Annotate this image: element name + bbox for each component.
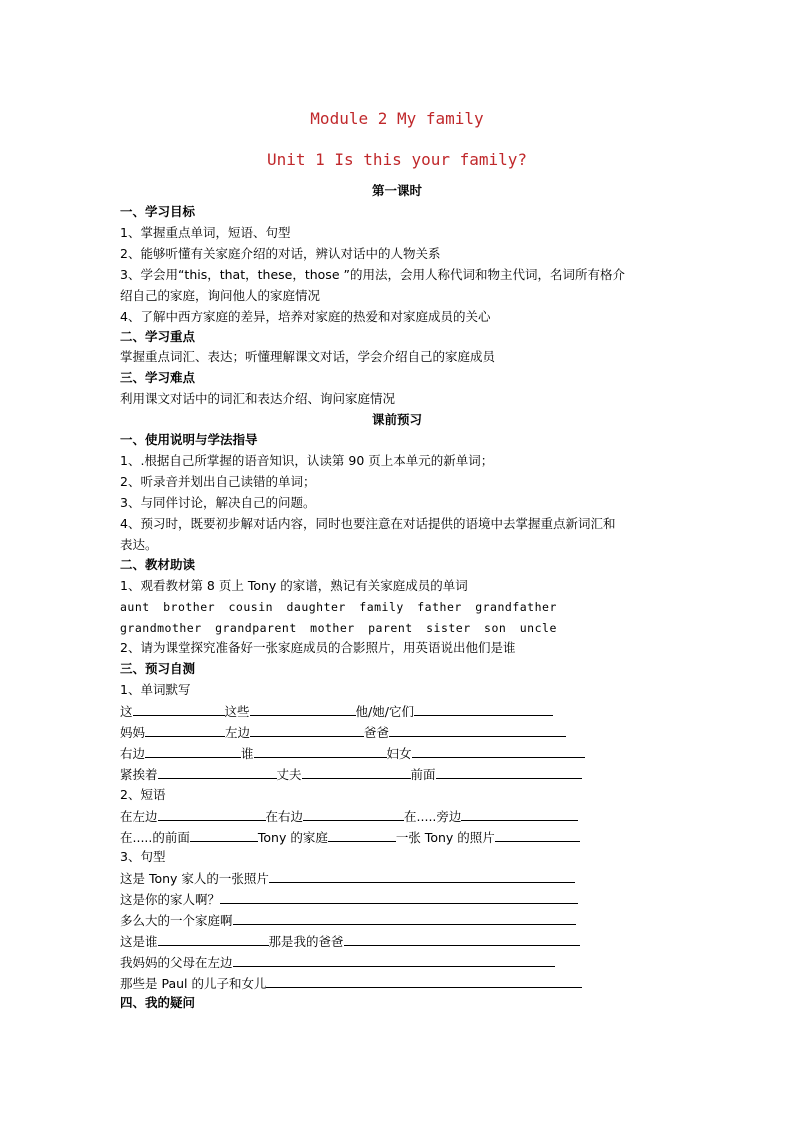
section-heading-difficulty: 三、学习难点 [120,370,196,385]
answer-blank[interactable] [145,744,241,758]
phrase-label: 在右边 [265,809,304,824]
vocab-label: 妈妈 [120,725,146,740]
answer-blank[interactable] [412,744,585,758]
section-heading-focus: 二、学习重点 [120,329,196,344]
word-list-line: grandmother grandparent mother parent sister son uncle [120,621,557,635]
sentence-label: 多么大的一个家庭啊 [120,913,233,928]
textbook-item: 2、请为课堂探究准备好一张家庭成员的合影照片，用英语说出他们是谁 [120,640,516,655]
sentence-label: 这是谁 [120,934,158,949]
unit-title: Unit 1 Is this your family? [266,150,528,169]
sentence-label: 这是 Tony 家人的一张照片 [120,871,269,886]
sentence-row [120,869,575,888]
answer-blank[interactable] [389,723,566,737]
difficulty-text: 利用课文对话中的词汇和表达介绍、询问家庭情况 [120,391,396,406]
vocab-label: 这些 [224,704,250,719]
answer-blank[interactable] [158,765,277,779]
vocab-row [120,723,566,742]
goal-item: 1、掌握重点单词，短语、句型 [120,225,291,240]
vocab-label: 他/她/它们 [355,704,414,719]
answer-blank[interactable] [250,702,356,716]
answer-blank[interactable] [254,744,387,758]
sentence-row [120,890,578,909]
vocab-label: 右边 [120,746,146,761]
lesson-title: 第一课时 [371,183,422,198]
vocab-heading: 1、单词默写 [120,682,191,697]
vocab-label: 前面 [410,767,436,782]
answer-blank[interactable] [266,974,582,988]
vocab-label: 丈夫 [276,767,302,782]
preview-title: 课前预习 [371,412,422,427]
answer-blank[interactable] [158,932,269,946]
goal-item: 2、能够听懂有关家庭介绍的对话，辨认对话中的人物关系 [120,246,441,261]
sentence-heading: 3、句型 [120,849,166,864]
goal-item: 4、了解中西方家庭的差异，培养对家庭的热爱和对家庭成员的关心 [120,309,491,324]
answer-blank[interactable] [190,828,258,842]
phrase-label: 在.....旁边 [404,809,462,824]
vocab-label: 爸爸 [364,725,390,740]
phrase-label: 一张 Tony 的照片 [395,830,495,845]
goal-item: 3、学会用“this，that，these，those ”的用法，会用人称代词和物主代词，名词所有格介 [120,267,625,282]
sentence-label: 我妈妈的父母在左边 [120,955,233,970]
answer-blank[interactable] [303,807,404,821]
sentence-label: 那是我的爸爸 [268,934,344,949]
answer-blank[interactable] [220,890,578,904]
phrase-heading: 2、短语 [120,787,166,802]
phrase-row [120,807,578,826]
answer-blank[interactable] [495,828,580,842]
vocab-row [120,744,585,763]
guide-item: 3、与同伴讨论，解决自己的问题。 [120,495,316,510]
vocab-label: 这 [120,704,133,719]
answer-blank[interactable] [344,932,580,946]
answer-blank[interactable] [436,765,582,779]
vocab-label: 左边 [225,725,251,740]
word-list-line: aunt brother cousin daughter family father grandfather [120,600,557,614]
section-heading-questions: 四、我的疑问 [120,995,196,1010]
sentence-row [120,974,582,993]
section-heading-goals: 一、学习目标 [120,204,196,219]
answer-blank[interactable] [461,807,578,821]
answer-blank[interactable] [133,702,225,716]
answer-blank[interactable] [233,911,576,925]
vocab-row [120,765,582,784]
answer-blank[interactable] [250,723,364,737]
guide-item: 1、.根据自己所掌握的语音知识，认读第 90 页上本单元的新单词； [120,453,494,468]
section-heading-textbook: 二、教材助读 [120,557,196,572]
sentence-row [120,932,580,951]
answer-blank[interactable] [145,723,225,737]
sentence-row [120,911,576,930]
section-heading-selftest: 三、预习自测 [120,661,196,676]
guide-item: 2、听录音并划出自己读错的单词； [120,474,316,489]
guide-item: 表达。 [120,537,158,552]
answer-blank[interactable] [233,953,555,967]
guide-item: 4、预习时，既要初步解对话内容，同时也要注意在对话提供的语境中去掌握重点新词汇和 [120,516,616,531]
vocab-row [120,702,553,721]
phrase-label: Tony 的家庭 [257,830,328,845]
textbook-item: 1、观看教材第 8 页上 Tony 的家谱，熟记有关家庭成员的单词 [120,578,468,593]
sentence-label: 这是你的家人啊？ [120,892,221,907]
goal-item: 绍自己的家庭，询问他人的家庭情况 [120,288,321,303]
sentence-label: 那些是 Paul 的儿子和女儿 [120,976,267,991]
answer-blank[interactable] [328,828,396,842]
answer-blank[interactable] [158,807,266,821]
answer-blank[interactable] [302,765,411,779]
vocab-label: 谁 [241,746,254,761]
answer-blank[interactable] [269,869,575,883]
module-title: Module 2 My family [310,109,484,128]
vocab-label: 紧挨着 [120,767,158,782]
answer-blank[interactable] [414,702,553,716]
focus-text: 掌握重点词汇、表达；听懂理解课文对话，学会介绍自己的家庭成员 [120,349,496,364]
phrase-label: 在左边 [120,809,158,824]
sentence-row [120,953,555,972]
vocab-label: 妇女 [386,746,412,761]
phrase-label: 在.....的前面 [120,830,190,845]
section-heading-guide: 一、使用说明与学法指导 [120,432,258,447]
phrase-row [120,828,580,847]
